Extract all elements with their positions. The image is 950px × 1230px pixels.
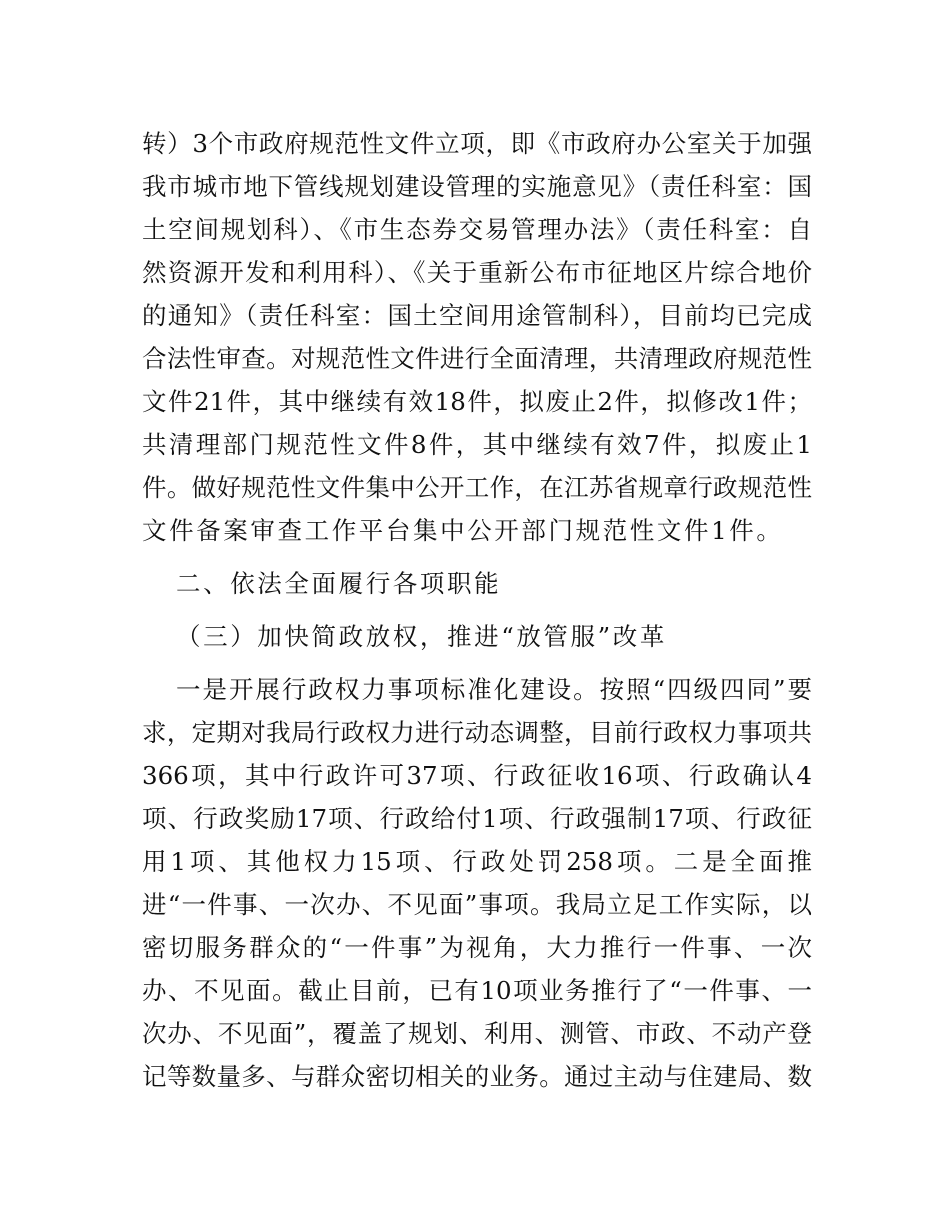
paragraph-line: 文件21件，其中继续有效18件，拟废止2件，拟修改1件； — [142, 387, 812, 416]
paragraph-line: 的通知》（责任科室：国土空间用途管制科），目前均已完成 — [142, 301, 812, 330]
paragraph-line: 求，定期对我局行政权力进行动态调整，目前行政权力事项共 — [142, 718, 812, 747]
paragraph-line: 密切服务群众的“一件事”为视角，大力推行一件事、一次 — [142, 933, 812, 962]
paragraph-line: 土空间规划科）、《市生态券交易管理办法》（责任科室：自 — [142, 215, 812, 244]
section-heading: 二、依法全面履行各项职能 — [176, 569, 502, 598]
paragraph-line: 366项，其中行政许可37项、行政征收16项、行政确认4 — [142, 761, 812, 790]
paragraph-line: 一是开展行政权力事项标准化建设。按照“四级四同”要 — [176, 675, 812, 704]
paragraph-line: 我市城市地下管线规划建设管理的实施意见》（责任科室：国 — [142, 172, 812, 201]
paragraph-line: 转）3个市政府规范性文件立项，即《市政府办公室关于加强 — [142, 129, 812, 158]
paragraph-line: 记等数量多、与群众密切相关的业务。通过主动与住建局、数 — [142, 1062, 812, 1091]
paragraph-line: 文件备案审查工作平台集中公开部门规范性文件1件。 — [142, 516, 784, 545]
paragraph-line: 合法性审查。对规范性文件进行全面清理，共清理政府规范性 — [142, 344, 812, 373]
paragraph-line: 次办、不见面”，覆盖了规划、利用、测管、市政、不动产登 — [142, 1019, 812, 1048]
subsection-heading: （三）加快简政放权，推进“放管服”改革 — [176, 622, 667, 651]
paragraph-line: 然资源开发和利用科）、《关于重新公布市征地区片综合地价 — [142, 258, 812, 287]
paragraph-line: 办、不见面。截止目前，已有10项业务推行了“一件事、一 — [142, 976, 812, 1005]
paragraph-line: 进“一件事、一次办、不见面”事项。我局立足工作实际，以 — [142, 890, 812, 919]
paragraph-line: 用1项、其他权力15项、行政处罚258项。二是全面推 — [142, 847, 812, 876]
paragraph-line: 共清理部门规范性文件8件，其中继续有效7件，拟废止1 — [142, 430, 812, 459]
paragraph-line: 项、行政奖励17项、行政给付1项、行政强制17项、行政征 — [142, 804, 812, 833]
paragraph-line: 件。做好规范性文件集中公开工作，在江苏省规章行政规范性 — [142, 473, 812, 502]
